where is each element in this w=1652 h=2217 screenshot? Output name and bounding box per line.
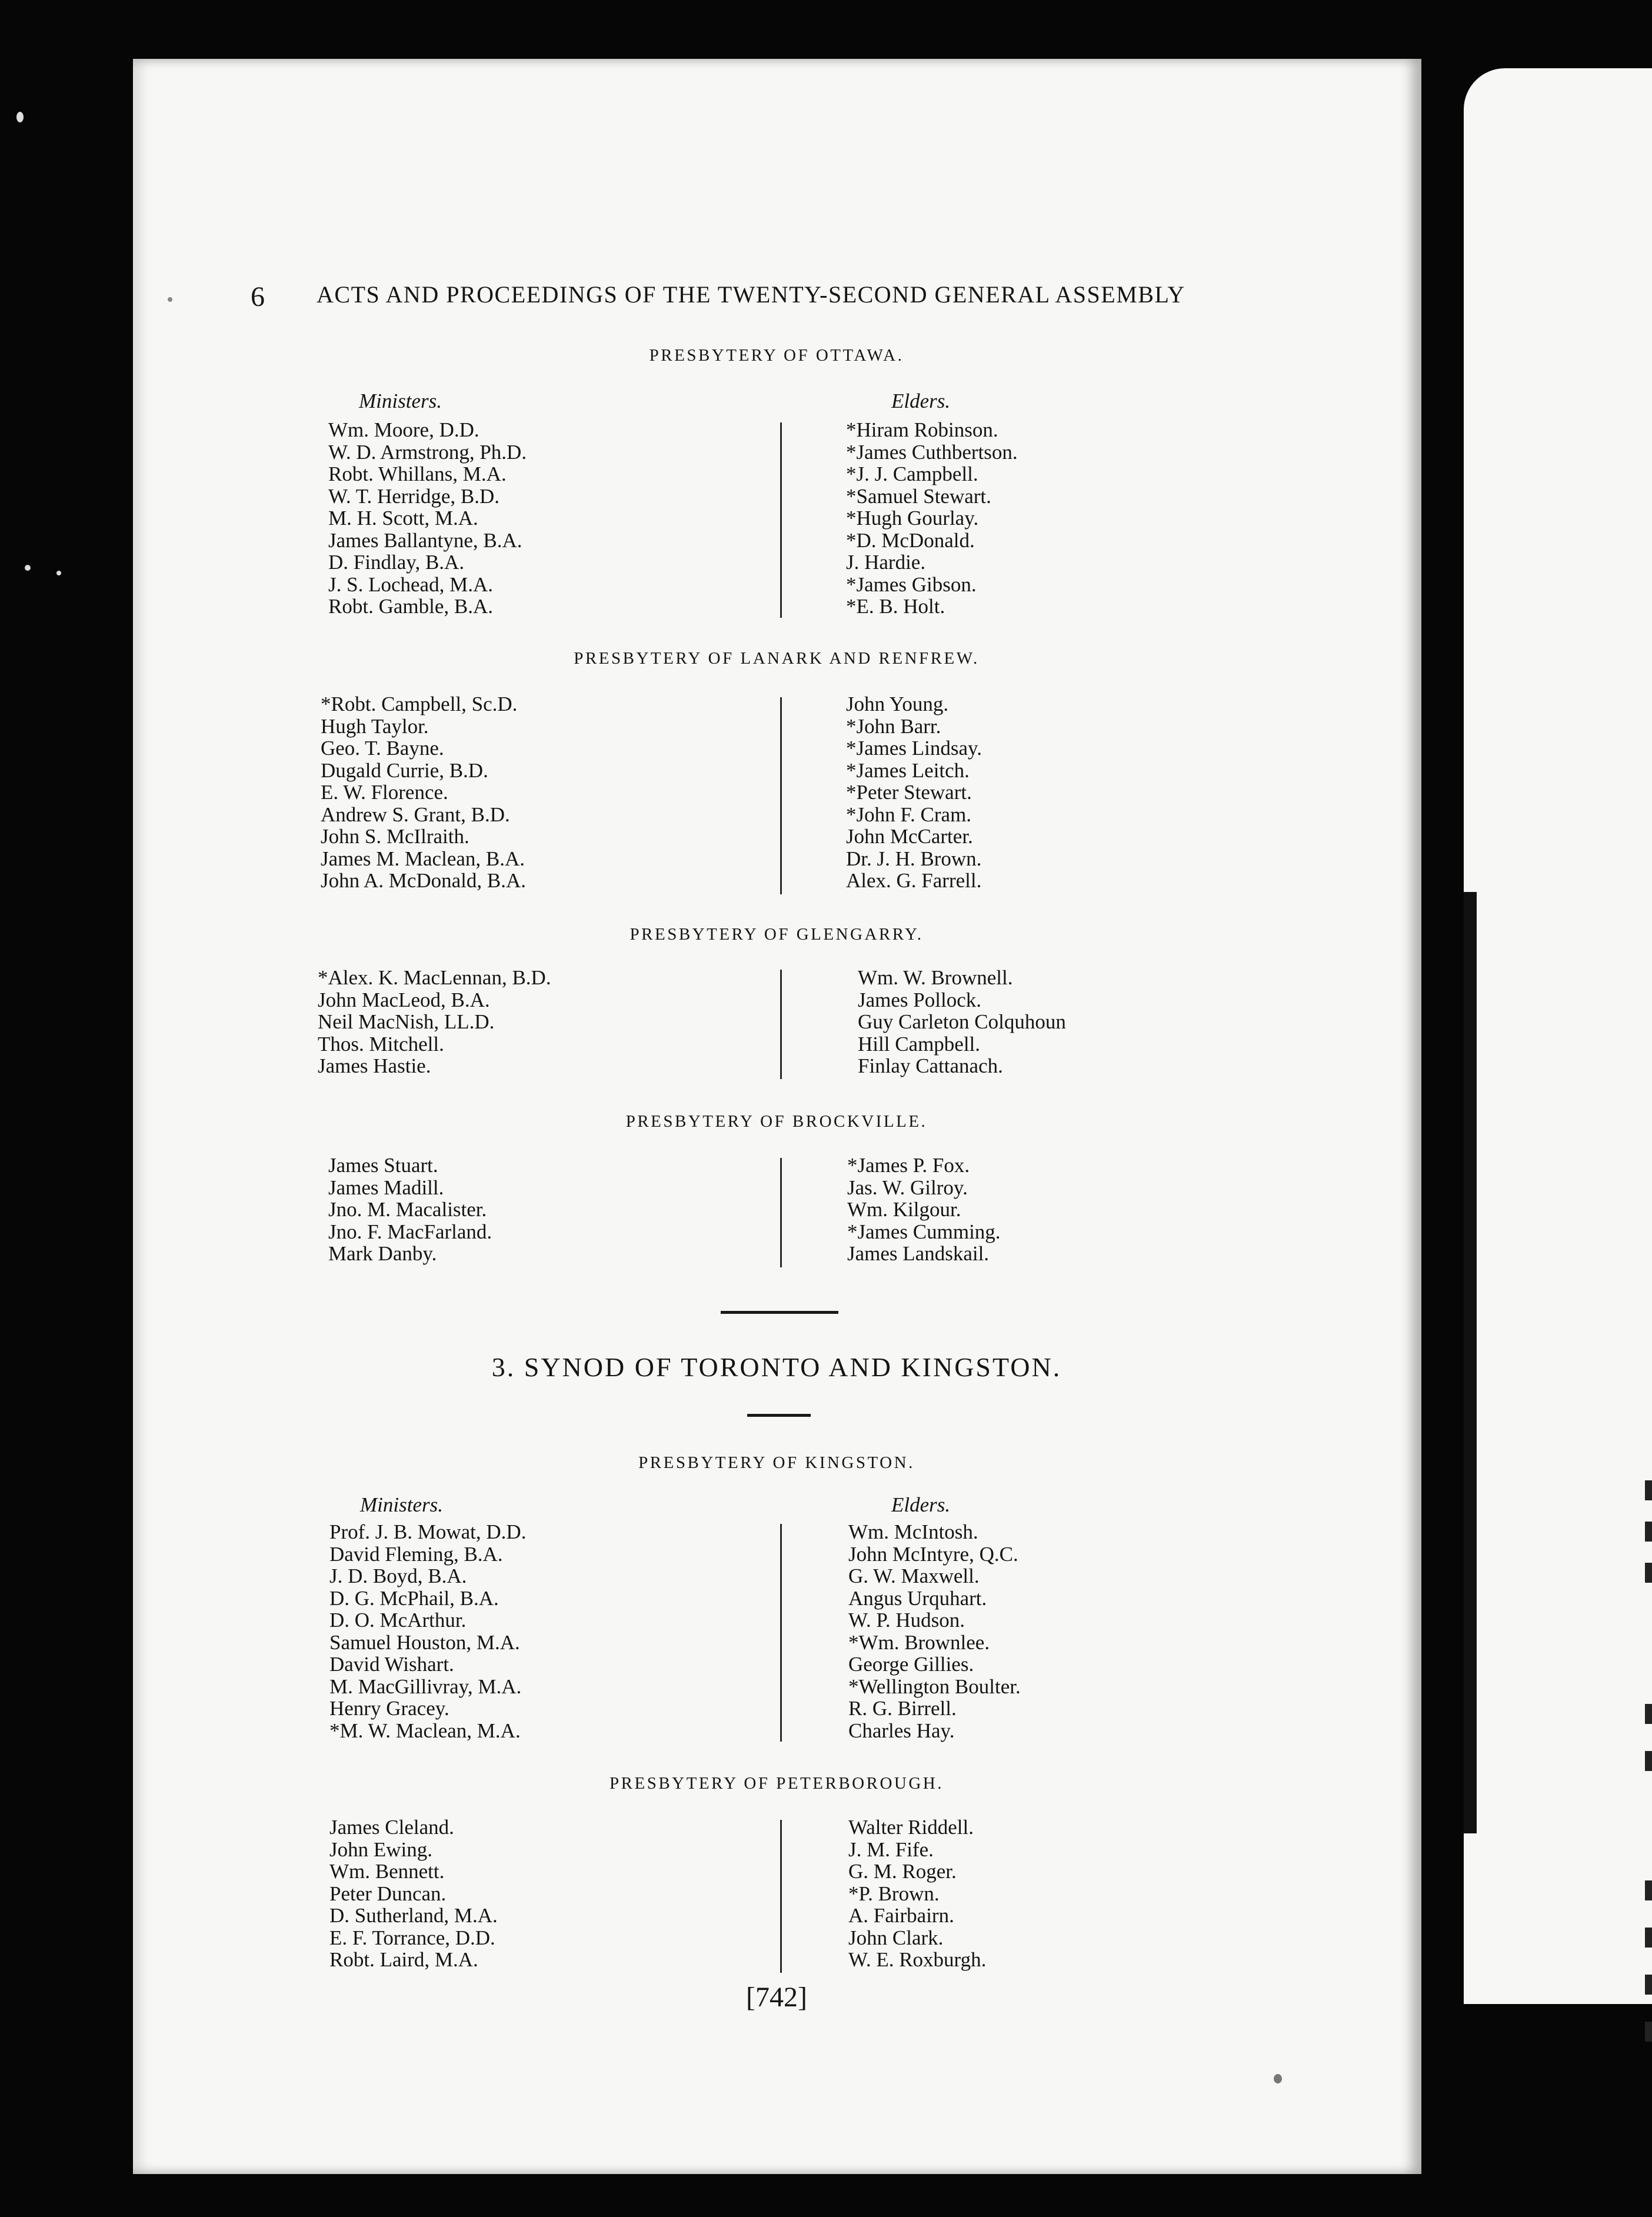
elder-name: James Pollock. [858, 988, 981, 1011]
elder-name: Hill Campbell. [858, 1032, 981, 1056]
elder-name: *James Lindsay. [846, 737, 982, 760]
minister-name: Andrew S. Grant, B.D. [321, 803, 510, 826]
minister-name: James Cleland. [329, 1816, 454, 1839]
column-divider [780, 422, 782, 618]
ministers-list [328, 419, 527, 618]
column-divider [780, 1820, 782, 1973]
page-number: 6 [251, 281, 266, 312]
elder-name: *James Leitch. [846, 758, 970, 782]
elders-heading: Elders. [891, 390, 951, 412]
ministers-list [329, 1521, 526, 1742]
section-rule [721, 1311, 838, 1314]
elder-name: *Peter Stewart. [846, 781, 972, 804]
elder-name: *D. McDonald. [846, 528, 975, 552]
column-divider [780, 1158, 782, 1267]
minister-name: John S. McIlraith. [321, 825, 469, 848]
elder-name: W. P. Hudson. [848, 1609, 965, 1632]
elder-name: Alex. G. Farrell. [846, 869, 982, 892]
elders-list [847, 1154, 1001, 1265]
minister-name: Samuel Houston, M.A. [329, 1630, 520, 1654]
minister-name: Robt. Whillans, M.A. [328, 462, 507, 485]
facing-page-edge [1464, 68, 1652, 2004]
minister-name: James M. Maclean, B.A. [321, 847, 525, 870]
elder-name: Charles Hay. [848, 1719, 955, 1742]
synod-heading: 3. SYNOD OF TORONTO AND KINGSTON. [491, 1352, 1062, 1382]
minister-name: Peter Duncan. [329, 1882, 447, 1905]
minister-name: Hugh Taylor. [321, 714, 429, 738]
elder-name: John McIntyre, Q.C. [848, 1542, 1018, 1566]
elder-name: *Wm. Brownlee. [848, 1630, 990, 1654]
ministers-list [328, 1154, 492, 1265]
presbytery-heading: PRESBYTERY OF KINGSTON. [638, 1453, 915, 1472]
minister-name: Geo. T. Bayne. [321, 737, 444, 760]
minister-name: M. H. Scott, M.A. [328, 507, 478, 530]
elder-name: *James Cumming. [847, 1220, 1001, 1243]
elder-name: R. G. Birrell. [848, 1697, 957, 1720]
minister-name: D. Findlay, B.A. [328, 551, 465, 574]
column-divider [780, 970, 782, 1079]
minister-name: Robt. Laird, M.A. [329, 1948, 478, 1971]
minister-name: Wm. Bennett. [329, 1860, 445, 1883]
elder-name: *Samuel Stewart. [846, 484, 991, 508]
minister-name: John A. McDonald, B.A. [321, 869, 527, 892]
minister-name: Wm. Moore, D.D. [328, 418, 479, 441]
elder-name: G. M. Roger. [848, 1860, 957, 1883]
section-rule [747, 1414, 811, 1417]
elder-name: John Clark. [848, 1926, 944, 1949]
elder-name: Wm. McIntosh. [848, 1520, 978, 1543]
elders-heading: Elders. [891, 1493, 951, 1516]
minister-name: Robt. Gamble, B.A. [328, 595, 493, 618]
presbytery-heading: PRESBYTERY OF OTTAWA. [649, 346, 904, 365]
presbytery-heading: PRESBYTERY OF LANARK AND RENFREW. [574, 649, 980, 668]
elder-name: *J. J. Campbell. [846, 462, 978, 485]
minister-name: *Robt. Campbell, Sc.D. [321, 693, 518, 715]
minister-name: David Fleming, B.A. [329, 1542, 503, 1566]
ministers-list [318, 967, 551, 1077]
minister-name: Thos. Mitchell. [318, 1032, 444, 1056]
elder-name: J. Hardie. [846, 551, 926, 574]
elder-name: *John F. Cram. [846, 803, 972, 826]
minister-name: D. Sutherland, M.A. [329, 1904, 498, 1927]
elder-name: John McCarter. [846, 825, 973, 848]
minister-name: D. O. McArthur. [329, 1609, 467, 1632]
minister-name: E. F. Torrance, D.D. [329, 1926, 495, 1949]
minister-name: Dugald Currie, B.D. [321, 758, 488, 782]
elders-list [858, 967, 1066, 1077]
elder-name: James Landskail. [847, 1242, 990, 1265]
running-header [251, 281, 1251, 316]
minister-name: David Wishart. [329, 1653, 454, 1676]
minister-name: Neil MacNish, LL.D. [318, 1010, 495, 1033]
elder-name: George Gillies. [848, 1653, 974, 1676]
bottom-page-number: [742] [746, 1982, 807, 2013]
column-divider [780, 697, 782, 894]
minister-name: W. D. Armstrong, Ph.D. [328, 440, 527, 464]
elder-name: G. W. Maxwell. [848, 1564, 980, 1587]
minister-name: E. W. Florence. [321, 781, 448, 804]
elder-name: *Hiram Robinson. [846, 418, 998, 441]
minister-name: J. S. Lochead, M.A. [328, 572, 493, 596]
elder-name: Finlay Cattanach. [858, 1054, 1003, 1077]
elder-name: *James Cuthbertson. [846, 440, 1018, 464]
elder-name: Walter Riddell. [848, 1816, 974, 1839]
minister-name: Prof. J. B. Mowat, D.D. [329, 1520, 527, 1543]
minister-name: D. G. McPhail, B.A. [329, 1586, 499, 1610]
minister-name: James Hastie. [318, 1054, 431, 1077]
minister-name: *M. W. Maclean, M.A. [329, 1719, 521, 1742]
ministers-list [329, 1816, 498, 1971]
elders-list [848, 1816, 986, 1971]
elder-name: *John Barr. [846, 714, 941, 738]
ministers-list [321, 693, 526, 892]
elder-name: *Hugh Gourlay. [846, 507, 979, 530]
elder-name: Angus Urquhart. [848, 1586, 987, 1610]
minister-name: Mark Danby. [328, 1242, 437, 1265]
elder-name: Guy Carleton Colquhoun [858, 1010, 1066, 1033]
running-title: ACTS AND PROCEEDINGS OF THE TWENTY-SECOND GENERAL ASSEMBLY [317, 281, 1185, 308]
elder-name: John Young. [846, 693, 949, 715]
ministers-heading: Ministers. [359, 390, 442, 412]
elders-list [846, 419, 1018, 618]
presbytery-heading: PRESBYTERY OF PETERBOROUGH. [609, 1774, 944, 1793]
elder-name: *Wellington Boulter. [848, 1675, 1021, 1698]
minister-name: Jno. F. MacFarland. [328, 1220, 492, 1243]
elder-name: *E. B. Holt. [846, 595, 945, 618]
elders-list [846, 693, 982, 892]
minister-name: M. MacGillivray, M.A. [329, 1675, 522, 1698]
column-divider [780, 1524, 782, 1742]
elder-name: Wm. Kilgour. [847, 1198, 961, 1221]
elders-list [848, 1521, 1021, 1742]
ministers-heading: Ministers. [360, 1493, 443, 1516]
presbytery-heading: PRESBYTERY OF GLENGARRY. [630, 925, 924, 944]
elder-name: Dr. J. H. Brown. [846, 847, 982, 870]
minister-name: *Alex. K. MacLennan, B.D. [318, 966, 551, 989]
minister-name: John MacLeod, B.A. [318, 988, 490, 1011]
elder-name: *James Gibson. [846, 572, 977, 596]
minister-name: W. T. Herridge, B.D. [328, 484, 499, 508]
elder-name: W. E. Roxburgh. [848, 1948, 987, 1971]
minister-name: James Stuart. [328, 1154, 438, 1177]
minister-name: James Madill. [328, 1176, 444, 1199]
presbytery-heading: PRESBYTERY OF BROCKVILLE. [625, 1112, 928, 1131]
page-fold-shadow [1464, 892, 1477, 1833]
elder-name: Jas. W. Gilroy. [847, 1176, 968, 1199]
elder-name: *P. Brown. [848, 1882, 940, 1905]
minister-name: J. D. Boyd, B.A. [329, 1564, 467, 1587]
minister-name: Henry Gracey. [329, 1697, 449, 1720]
minister-name: John Ewing. [329, 1837, 432, 1861]
minister-name: Jno. M. Macalister. [328, 1198, 487, 1221]
elder-name: *James P. Fox. [847, 1154, 970, 1177]
elder-name: Wm. W. Brownell. [858, 966, 1013, 989]
minister-name: James Ballantyne, B.A. [328, 528, 522, 552]
elder-name: A. Fairbairn. [848, 1904, 954, 1927]
elder-name: J. M. Fife. [848, 1837, 934, 1861]
